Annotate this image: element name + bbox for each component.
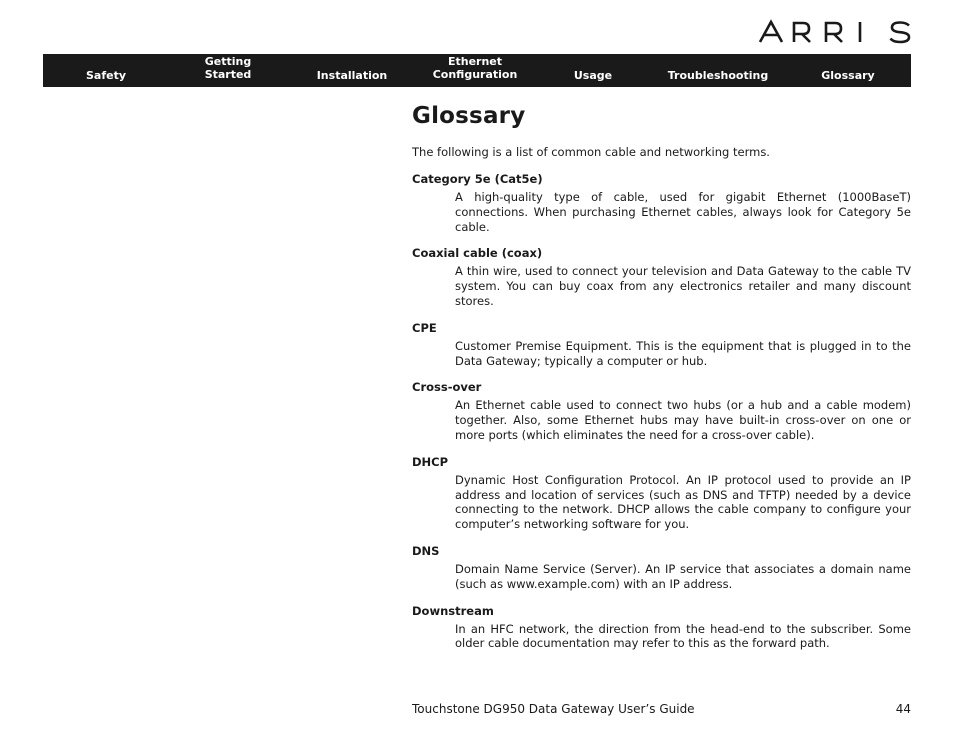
- glossary-term: Coaxial cable (coax): [412, 246, 543, 261]
- glossary-definition: A thin wire, used to connect your television and Data Gateway to the cable TV system. You can buy coax from any electronics retailer and many discount stores.: [455, 264, 911, 308]
- nav-label-configuration: Configuration: [432, 68, 518, 81]
- nav-item-getting-started[interactable]: [193, 54, 263, 87]
- intro-text: The following is a list of common cable and networking terms.: [412, 145, 770, 159]
- footer-page-number: 44: [895, 702, 911, 716]
- arris-logo: [758, 18, 912, 46]
- glossary-term: DNS: [412, 543, 440, 558]
- glossary-definition: A high-quality type of cable, used for gigabit Ethernet (1000BaseT) connections. When purchasing Ethernet cables, always look for Category 5e cable.: [455, 190, 911, 234]
- nav-item-troubleshooting[interactable]: [661, 54, 775, 87]
- glossary-definition: Domain Name Service (Server). An IP service that associates a domain name (such as www.example.com) with an IP address.: [455, 561, 911, 591]
- nav-item-safety[interactable]: [81, 54, 131, 87]
- nav-label-ethernet: Ethernet: [447, 55, 503, 68]
- top-navigation-bar: [43, 54, 911, 87]
- glossary-entry-cat5e: [412, 172, 911, 234]
- glossary-term: DHCP: [412, 454, 449, 469]
- nav-label-started: Started: [204, 68, 252, 81]
- nav-item-installation[interactable]: [311, 54, 393, 87]
- glossary-definition: In an HFC network, the direction from the head-end to the subscriber. Some older cable documentation may refer to this as the forward path.: [455, 621, 911, 651]
- glossary-term: Cross-over: [412, 380, 482, 395]
- glossary-term: Downstream: [412, 603, 494, 618]
- glossary-entry-coax: [412, 246, 911, 308]
- glossary-term: CPE: [412, 320, 437, 335]
- nav-label-usage: Usage: [573, 69, 613, 82]
- nav-label-glossary: Glossary: [821, 69, 875, 82]
- glossary-definition: An Ethernet cable used to connect two hubs (or a hub and a cable modem) together. Also, some Ethernet hubs may have built-in cross-over on one or more ports (which eliminates the need for a cross-over cable).: [455, 398, 911, 442]
- footer-document-title: Touchstone DG950 Data Gateway User’s Guide: [412, 702, 695, 716]
- page-title: Glossary: [412, 103, 526, 129]
- nav-label-installation: Installation: [316, 69, 388, 82]
- glossary-entry-cpe: [412, 321, 911, 369]
- glossary-definition: Customer Premise Equipment. This is the equipment that is plugged in to the Data Gateway; typically a computer or hub.: [455, 338, 911, 368]
- glossary-definition: Dynamic Host Configuration Protocol. An IP protocol used to provide an IP address and location of services (such as DNS and TFTP) needed by a device connecting to the network. DHCP allows the cable company to configure your computer’s networking software for you.: [455, 472, 911, 532]
- glossary-term: Category 5e (Cat5e): [412, 172, 543, 186]
- glossary-entry-cross-over: [412, 380, 911, 442]
- nav-label-getting: Getting: [204, 55, 252, 68]
- glossary-entry-downstream: [412, 604, 911, 652]
- nav-item-ethernet-configuration[interactable]: [427, 54, 523, 87]
- nav-label-troubleshooting: Troubleshooting: [667, 69, 769, 82]
- nav-item-glossary[interactable]: [815, 54, 881, 87]
- glossary-entry-dhcp: [412, 455, 911, 532]
- nav-label-safety: Safety: [85, 69, 127, 82]
- nav-item-usage[interactable]: [567, 54, 619, 87]
- glossary-entry-dns: [412, 544, 911, 592]
- glossary-content: [412, 100, 911, 651]
- arris-logo-mark: [758, 18, 912, 46]
